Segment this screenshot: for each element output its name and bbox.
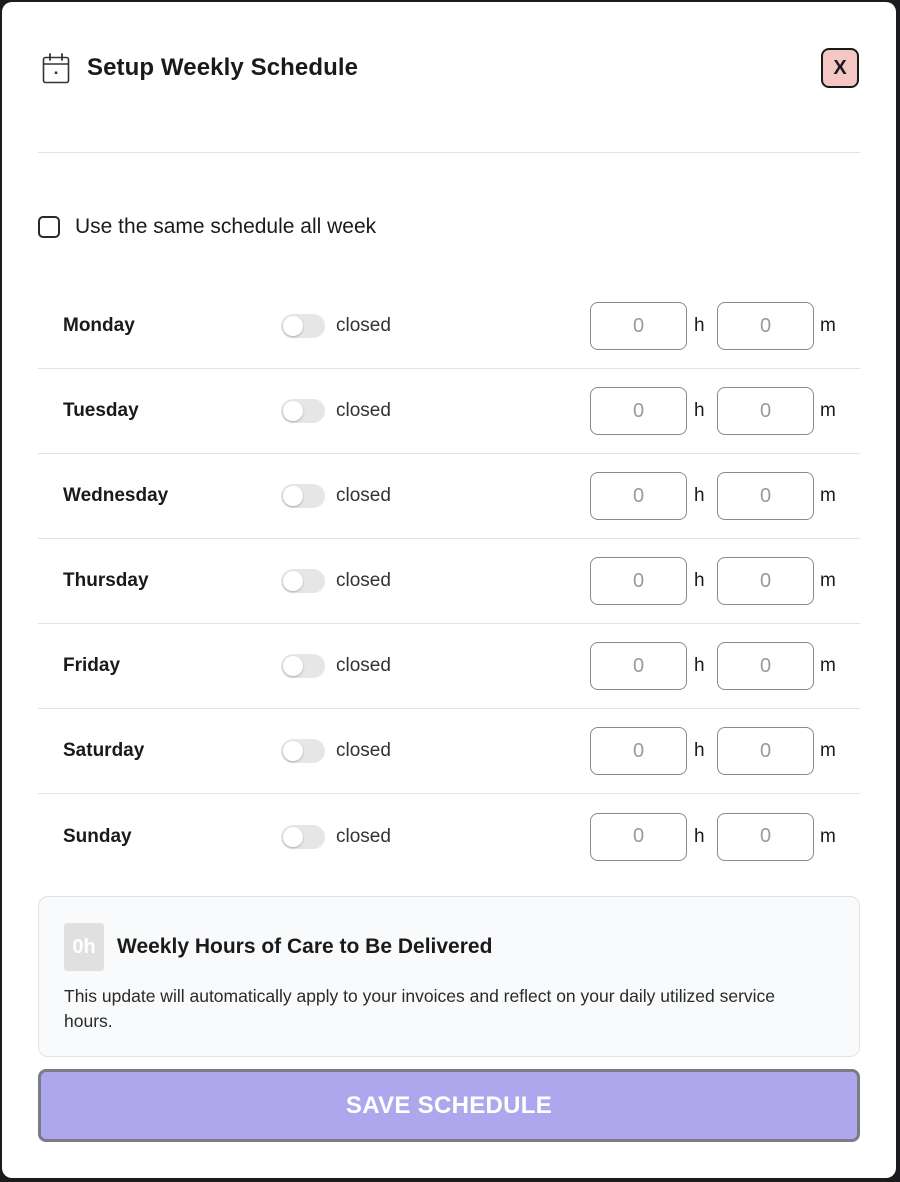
day-name: Thursday [63, 570, 149, 591]
modal-title: Setup Weekly Schedule [87, 54, 359, 81]
hours-unit: h [694, 315, 705, 336]
minutes-unit: m [820, 570, 836, 591]
minutes-unit: m [820, 485, 836, 506]
hours-input[interactable] [590, 642, 687, 690]
hours-input[interactable] [590, 813, 687, 861]
days-list [38, 284, 860, 879]
total-hours-badge: 0h [64, 923, 104, 971]
day-status: closed [336, 315, 391, 336]
summary-description: This update will automatically apply to your invoices and reflect on your daily utilized service hours. [64, 986, 776, 1031]
minutes-input[interactable] [717, 813, 814, 861]
toggle-knob [283, 827, 303, 847]
hours-unit: h [694, 570, 705, 591]
hours-input[interactable] [590, 727, 687, 775]
hours-input[interactable] [590, 302, 687, 350]
day-row-saturday [38, 709, 860, 794]
day-row-wednesday [38, 454, 860, 539]
toggle-knob [283, 316, 303, 336]
hours-unit: h [694, 485, 705, 506]
hours-unit: h [694, 825, 705, 847]
weekly-summary [38, 896, 860, 1057]
day-status: closed [336, 825, 391, 847]
same-schedule-row [38, 213, 376, 241]
day-status: closed [336, 655, 391, 676]
toggle-knob [283, 656, 303, 676]
minutes-input[interactable] [717, 302, 814, 350]
modal-header [2, 2, 896, 154]
toggle-knob [283, 741, 303, 761]
day-open-toggle[interactable] [281, 484, 325, 508]
minutes-unit: m [820, 655, 836, 676]
day-name: Monday [63, 315, 135, 336]
same-schedule-label: Use the same schedule all week [75, 215, 377, 238]
day-row-tuesday [38, 369, 860, 454]
hours-input[interactable] [590, 472, 687, 520]
minutes-unit: m [820, 740, 836, 761]
day-open-toggle[interactable] [281, 654, 325, 678]
minutes-input[interactable] [717, 727, 814, 775]
hours-unit: h [694, 740, 705, 761]
calendar-icon [42, 53, 70, 85]
day-open-toggle[interactable] [281, 739, 325, 763]
close-button[interactable]: X [821, 48, 859, 88]
hours-input[interactable] [590, 387, 687, 435]
day-open-toggle[interactable] [281, 399, 325, 423]
day-open-toggle[interactable] [281, 569, 325, 593]
day-status: closed [336, 740, 391, 761]
hours-unit: h [694, 655, 705, 676]
hours-input[interactable] [590, 557, 687, 605]
day-status: closed [336, 570, 391, 591]
day-row-thursday [38, 539, 860, 624]
day-name: Friday [63, 655, 121, 676]
day-row-sunday [38, 794, 860, 879]
toggle-knob [283, 486, 303, 506]
day-status: closed [336, 485, 391, 506]
header-divider [38, 152, 860, 153]
toggle-knob [283, 571, 303, 591]
day-row-monday [38, 284, 860, 369]
toggle-knob [283, 401, 303, 421]
minutes-unit: m [820, 315, 836, 336]
hours-unit: h [694, 400, 705, 421]
minutes-input[interactable] [717, 642, 814, 690]
schedule-modal [2, 2, 896, 1178]
save-schedule-button[interactable]: SAVE SCHEDULE [38, 1069, 860, 1142]
minutes-unit: m [820, 400, 836, 421]
summary-title: Weekly Hours of Care to Be Delivered [117, 935, 493, 958]
minutes-unit: m [820, 825, 836, 847]
day-name: Saturday [63, 740, 145, 761]
day-open-toggle[interactable] [281, 314, 325, 338]
day-status: closed [336, 400, 391, 421]
day-name: Wednesday [63, 485, 169, 506]
minutes-input[interactable] [717, 472, 814, 520]
minutes-input[interactable] [717, 387, 814, 435]
day-row-friday [38, 624, 860, 709]
day-name: Sunday [63, 825, 132, 847]
day-open-toggle[interactable] [281, 825, 325, 849]
day-name: Tuesday [63, 400, 139, 421]
minutes-input[interactable] [717, 557, 814, 605]
same-schedule-checkbox[interactable] [38, 216, 60, 238]
